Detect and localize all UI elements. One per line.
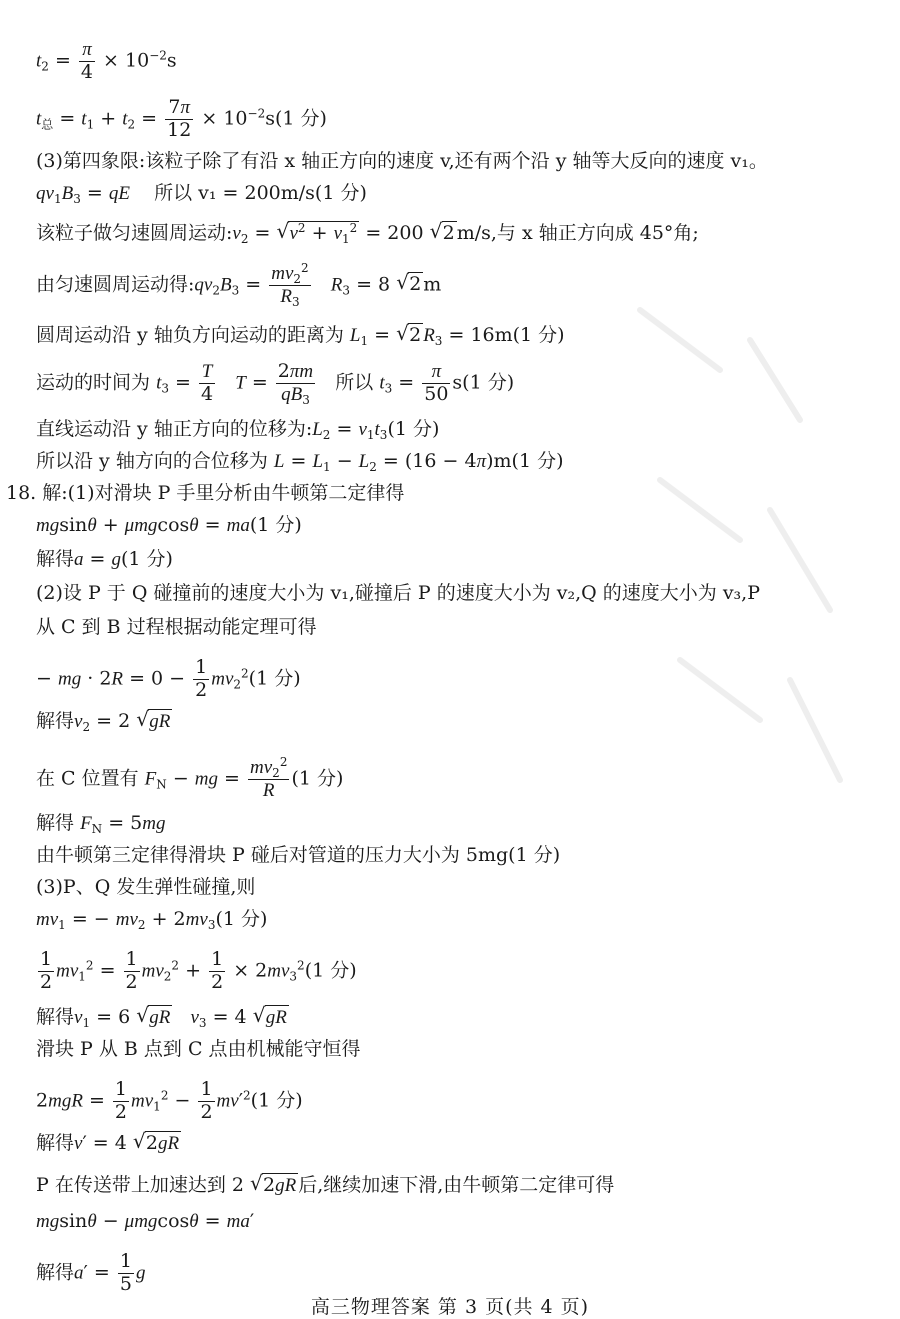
line-newton3: 由牛顿第三定律得滑块 P 碰后对管道的压力大小为 5mg(1 分)	[36, 844, 561, 866]
line-L-total-text: 所以沿 y 轴方向的合位移为	[36, 450, 268, 472]
line-fn-text2: (1 分)	[291, 767, 344, 790]
line-L-total: 所以沿 y 轴方向的合位移为 $L = L_1 - L_2 = (16 - 4\pi)m(1$ 分)	[36, 450, 564, 474]
line-fn-text: 在 C 位置有	[36, 767, 139, 790]
line-t-total: $t_总 = t_1 + t_2$ = $\frac{7\pi}{12}$ × $10^{-2}s(1$ 分)	[36, 96, 327, 141]
line-uniform-circular: 该粒子做匀速圆周运动$:v_2$ = √ $v^2 + v_1^2 = 200$ √ 2 m/s,与 x 轴正方向成 45°角;	[36, 224, 699, 243]
line-energy-conservation-text: (1 分)	[250, 1089, 303, 1112]
line-newton2-down: mgsinθ − μmgcosθ = ma′	[36, 1210, 255, 1232]
line-v2-text: 解得	[36, 710, 75, 732]
line-t3-text2: 所以	[335, 371, 374, 394]
line-kinetic-text: (1 分)	[304, 959, 357, 982]
line-energy-conservation: 2mgR = $\frac{1}{2}$ $mv_1^2$ − $\frac{1}{2}$ $mv'^2(1$ 分)	[36, 1078, 303, 1123]
q18-heading: 18. 解:(1)对滑块 P 手里分析由牛顿第二定律得	[6, 482, 405, 504]
line-radius: 由匀速圆周运动得$:qv_2B_3$ = $\frac{mv_2^2}{R_3}$ $R_3 = 8$ √ 2 m	[36, 264, 441, 307]
line-v-prime-text: 解得	[36, 1132, 75, 1154]
line-conveyor: P 在传送带上加速达到 2 √ 2gR 后,继续加速下滑,由牛顿第二定律可得	[36, 1176, 614, 1195]
line-t3-text: 运动的时间为	[36, 371, 151, 394]
page-footer: 高三物理答案 第 3 页(共 4 页)	[310, 1296, 590, 1318]
line-v1-text: 所以 v₁ = 200m/s(1 分)	[154, 182, 367, 204]
line-fn-result-text: 解得	[36, 812, 75, 834]
line-v1-v3-text: 解得	[36, 1006, 75, 1028]
line-L1-text2: = 16m(1 分)	[448, 324, 565, 346]
line-t2: $t_2$ = $\frac{\pi}{4}$ × $10^{-2}s$	[36, 39, 177, 83]
line-a-prime-text: 解得	[36, 1261, 75, 1284]
line-b-to-c: 滑块 P 从 B 点到 C 点由机械能守恒得	[36, 1038, 361, 1060]
line-uniform-circular-text: 该粒子做匀速圆周运动:	[36, 222, 233, 244]
line-energy-theorem: − mg · 2R = 0 − $\frac{1}{2}$ $mv_2^2(1$ 分)	[36, 656, 301, 701]
line-L-total-text2: m(1 分)	[493, 450, 564, 472]
line-L2: 直线运动沿 y 轴正方向的位移为$:L_2 = v_1t_3(1$ 分)	[36, 418, 440, 442]
line-a-text2: (1 分)	[121, 548, 173, 570]
line-t3: 运动的时间为 $t_3$ = $\frac{T}{4}$ T = $\frac{2\pi m}{qB_3}$ 所以 $t_3$ = $\frac{\pi}{50}$ s(1 分)	[36, 360, 515, 407]
line-L2-text2: (1 分)	[387, 418, 440, 440]
line-fourth-quadrant: (3)第四象限:该粒子除了有沿 x 轴正方向的速度 v,还有两个沿 y 轴等大反向的速度 v₁。	[36, 150, 768, 172]
line-v1-v3: 解得$v_1 = 6$ √ gR $v_3 = 4$ √ gR	[36, 1008, 289, 1027]
line-v2: 解得$v_2 = 2$ √ gR	[36, 712, 172, 731]
line-t3-text3: s(1 分)	[452, 371, 515, 394]
line-energy-theorem-text: (1 分)	[248, 667, 301, 690]
line-a-prime: 解得a′ = $\frac{1}{5}$ g	[36, 1250, 146, 1295]
line-kinetic: $\frac{1}{2}$ $mv_1^2$ = $\frac{1}{2}$ $mv_2^2$ + $\frac{1}{2}$ × $2mv_3^2(1$ 分)	[40, 948, 357, 993]
line-radius-text: 由匀速圆周运动得:	[36, 273, 195, 296]
line-v-prime: 解得v′ = 4 √ 2gR	[36, 1134, 181, 1153]
line-L1: 圆周运动沿 y 轴负方向运动的距离为 $L_1$ = √ 2 $R_3 = 16m(1$ 分)	[36, 326, 565, 345]
line-a-text: 解得	[36, 548, 75, 570]
line-momentum: $mv_1$ = − $mv_2 + 2mv_3(1$ 分)	[36, 908, 268, 932]
line-fn-result: 解得 $F_N = 5mg$	[36, 812, 166, 836]
line-c-to-b: 从 C 到 B 过程根据动能定理可得	[36, 616, 317, 638]
line-conveyor-text: P 在传送带上加速达到 2	[36, 1174, 244, 1196]
watermark	[600, 280, 860, 800]
line-v1: $qv_1B_3$ = qE 所以 v₁ = 200m/s(1 分)	[36, 182, 367, 206]
line-newton2-text: (1 分)	[249, 514, 302, 536]
line-L1-text: 圆周运动沿 y 轴负方向运动的距离为	[36, 324, 344, 346]
line-elastic: (3)P、Q 发生弹性碰撞,则	[36, 876, 256, 898]
line-uniform-circular-text2: ,与 x 轴正方向成 45°角;	[490, 222, 699, 244]
line-newton2: mgsinθ + μmgcosθ = ma(1 分)	[36, 514, 302, 536]
line-fn: 在 C 位置有 $F_N$ − mg = $\frac{mv_2^2}{R}$ (1 分)	[36, 755, 344, 801]
line-collision-setup: (2)设 P 于 Q 碰撞前的速度大小为 v₁,碰撞后 P 的速度大小为 v₂,Q 的速度大小为 v₃,P	[36, 582, 760, 604]
line-L2-text: 直线运动沿 y 轴正方向的位移为:	[36, 418, 313, 440]
line-momentum-text: (1 分)	[215, 908, 268, 930]
line-a: 解得a = g(1 分)	[36, 548, 173, 570]
line-conveyor-text2: 后,继续加速下滑,由牛顿第二定律可得	[298, 1174, 615, 1196]
